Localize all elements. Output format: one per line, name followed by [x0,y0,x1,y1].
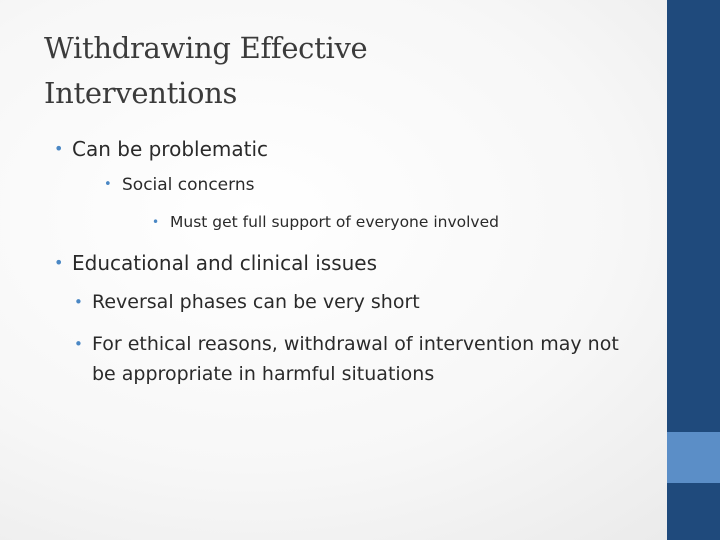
sidebar-accent-block [667,432,720,483]
bullet-dot: • [54,139,64,158]
bullet-dot: • [74,335,83,353]
sidebar-bottom-block [667,483,720,540]
bullet-dot: • [74,293,83,311]
bullet-text: Social concerns [122,175,255,195]
bullet-dot: • [152,215,160,229]
bullet-dot: • [104,177,112,192]
slide-title-line-1: Withdrawing Effective [44,31,368,65]
bullet-text: Can be problematic [72,137,269,161]
slide-title [44,26,644,116]
sidebar-bar [667,0,720,432]
bullet-dot: • [54,253,64,272]
slide-title-line-2: Interventions [44,76,238,110]
bullet-text: Educational and clinical issues [72,251,378,275]
bullet-text: For ethical reasons, withdrawal of intervention may not be appropriate in harmful situations [92,333,619,385]
bullet-text: Reversal phases can be very short [92,291,420,313]
bullet-text: Must get full support of everyone involved [170,213,499,231]
